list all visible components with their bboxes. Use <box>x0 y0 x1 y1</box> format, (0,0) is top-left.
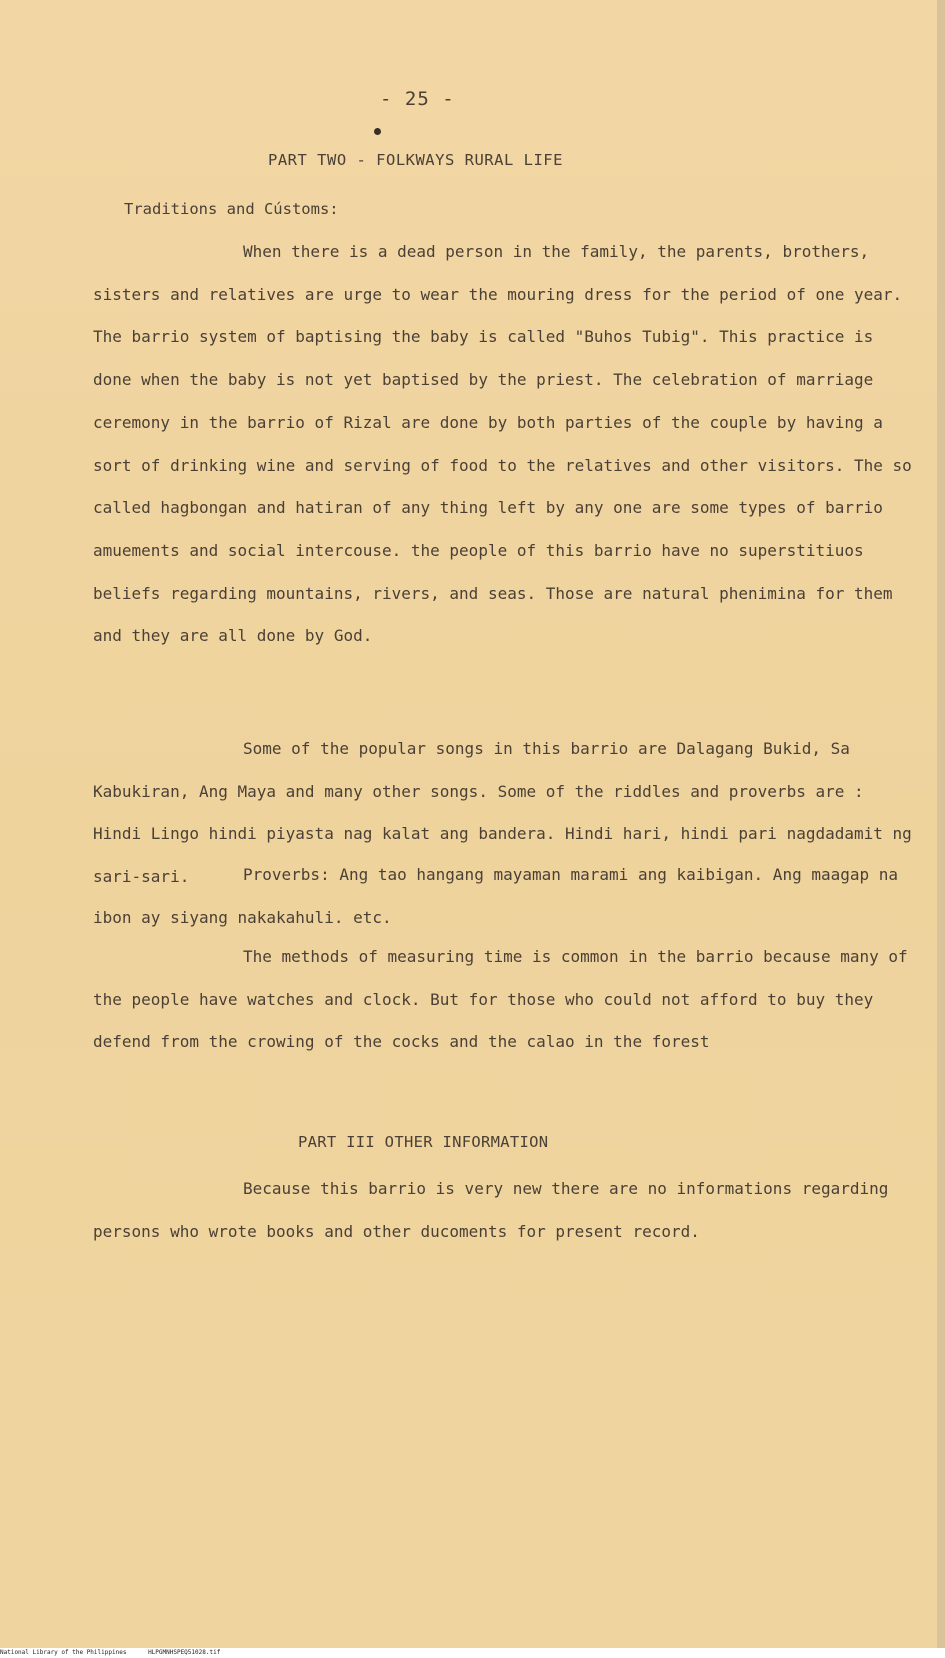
footer-file-id: HLPGMNHSPEQ51028.tif <box>148 1649 221 1656</box>
page-number: - 25 - <box>380 88 455 110</box>
paragraph-other-information: Because this barrio is very new there are no informations regarding persons who wrote books and other ducoments for present record. <box>93 1179 889 1241</box>
paragraph-measuring-time: The methods of measuring time is common in the barrio because many of the people have watches and clock. But for those who could not afford to buy they defend from the crowing of the cocks and the calao in the forest <box>93 947 908 1052</box>
ink-dot <box>374 128 381 135</box>
part-three-title: PART III OTHER INFORMATION <box>298 1133 549 1151</box>
scan-footer <box>0 1648 945 1658</box>
paragraph-proverbs: Proverbs: Ang tao hangang mayaman marami ang kaibigan. Ang maagap na ibon ay siyang nakakahuli. etc. <box>93 865 899 927</box>
footer-source: National Library of the Philippines <box>0 1649 127 1656</box>
paragraph-songs-riddles: Some of the popular songs in this barrio are Dalagang Bukid, Sa Kabukiran, Ang Maya and many other songs. Some of the riddles and proverbs are : Hindi Lingo hindi piyasta nag kalat ang bandera. Hindi hari, hindi pari nagdadamit ng sari-sari. <box>93 739 912 887</box>
section-heading: Traditions and Cústoms: <box>124 200 339 218</box>
paragraph-traditions: When there is a dead person in the family, the parents, brothers, sisters and relatives are urge to wear the mouring dress for the period of one year. The barrio system of baptising the baby is called "Buhos Tubig". This practice is done when the baby is not yet baptised by the priest. The celebration of marriage ceremony in the barrio of Rizal are done by both parties of the couple by having a sort of drinking wine and serving of food to the relatives and other visitors. The so called hagbongan and hatiran of any thing left by any one are some types of barrio amuements and social intercouse. the people of this barrio have no superstitiuos beliefs regarding mountains, rivers, and seas. Those are natural phenimina for them and they are all done by God. <box>93 242 912 646</box>
part-two-title: PART TWO - FOLKWAYS RURAL LIFE <box>268 151 563 169</box>
